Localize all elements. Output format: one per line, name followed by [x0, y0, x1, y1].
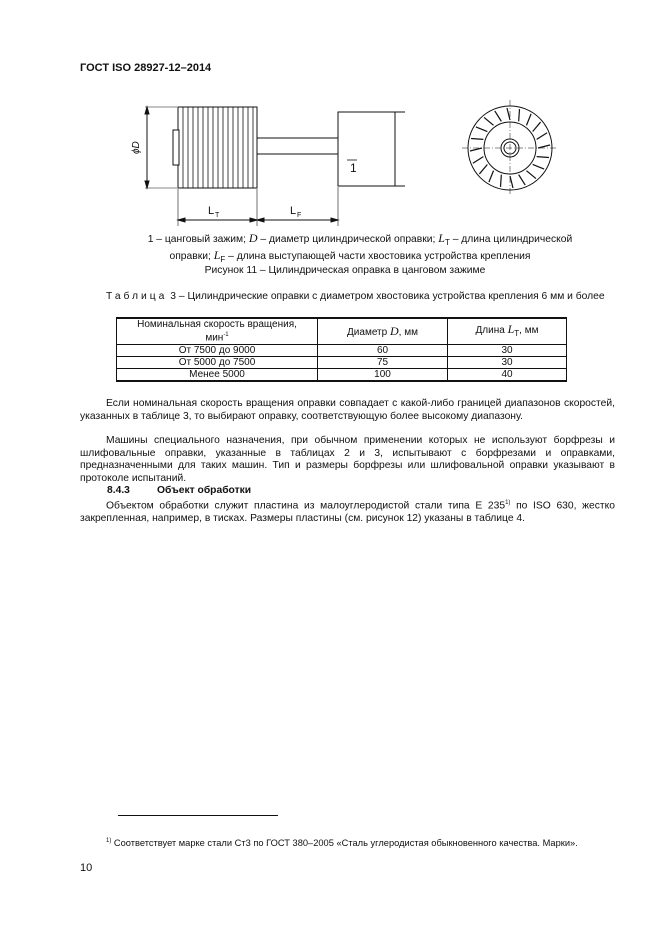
legend-symbol-lf: L [213, 248, 221, 262]
table-header-row [117, 318, 567, 345]
footnote-ref: 1) [505, 500, 511, 506]
section-number: 8.4.3 [107, 485, 130, 496]
legend-symbol-lt: L [438, 231, 445, 245]
figure-legend-line1 [115, 231, 605, 247]
section-title: Объект обработки [157, 485, 252, 496]
legend-text: – диаметр цилиндрической оправки; [260, 234, 436, 245]
dimension-lf-label: L [290, 205, 297, 217]
table-row [117, 369, 567, 382]
table-row [117, 345, 567, 357]
header-length: Длина $L_T$, мм [448, 318, 567, 345]
footnote [80, 835, 615, 850]
legend-symbol-lt-sub: T [444, 238, 450, 248]
mandrel-table [116, 317, 567, 382]
paragraph-2: Машины специального назначения, при обычном применении которых не используют борфрезы и шлифовальные оправки, указанные в таблицах 2 и 3, испытывают с борфрезами и оправками, предназначенными для таких машин. Тип и размеры борфрезы или шлифовальной оправки указывают в протоколе испытаний. [80, 435, 615, 484]
table-caption-label: Таблица [106, 291, 168, 302]
cell-speed: От 7500 до 9000 [117, 345, 318, 357]
paragraph-3 [80, 497, 615, 526]
paragraph-1: Если номинальная скорость вращения оправки совпадает с какой-либо границей диапазонов скоростей, указанных в таблице 3, то выбирают оправку, соответствующую более высокому диапазону. [80, 398, 615, 422]
legend-text: – длина выступающей части хвостовика устройства крепления [228, 251, 531, 262]
figure-legend-line2 [115, 248, 585, 264]
cell-speed: От 5000 до 7500 [117, 357, 318, 369]
table-row [117, 357, 567, 369]
legend-symbol-lf-sub: F [220, 255, 226, 265]
legend-text: – длина цилиндрической [452, 234, 573, 245]
header-speed: Номинальная скорость вращения, мин$^{-1}$ [117, 318, 318, 345]
document-header: ГОСТ ISO 28927-12–2014 [80, 62, 212, 74]
legend-text: 1 – цанговый зажим; [147, 234, 246, 245]
cell-length: 30 [448, 357, 567, 369]
dimension-d-label: ϕD [131, 141, 142, 154]
cell-diameter: 75 [318, 357, 448, 369]
paragraph-3-text: Объектом обработки служит пластина из малоуглеродистой стали типа Е 235 [106, 500, 506, 512]
legend-symbol-d: D [248, 231, 258, 245]
page-number: 10 [80, 862, 93, 874]
header-diameter: Диаметр D, мм [318, 318, 448, 345]
paragraph-3-text: по ISO 630, жестко закрепленная, например, в тисках. Размеры пластины (см. рисунок 12) указаны в таблице 4. [80, 500, 615, 525]
cell-length: 40 [448, 369, 567, 382]
dimension-lt-label: L [208, 205, 215, 217]
table-caption-text: – Цилиндрические оправки с диаметром хвостовика устройства крепления 6 мм и более [178, 291, 605, 302]
legend-text: оправки; [169, 251, 211, 262]
cell-speed: Менее 5000 [117, 369, 318, 382]
part-1-label: 1 [350, 161, 357, 175]
cell-length: 30 [448, 345, 567, 357]
figure-11-drawing [95, 90, 575, 230]
section-heading [107, 485, 251, 496]
footnote-divider [118, 815, 278, 816]
dimension-lf-sub: F [297, 212, 302, 219]
table-caption-number: 3 [170, 291, 176, 302]
cell-diameter: 60 [318, 345, 448, 357]
cell-diameter: 100 [318, 369, 448, 382]
footnote-text: Соответствует марке стали Ст3 по ГОСТ 380–2005 «Сталь углеродистая обыкновенного качества. Марки». [111, 838, 578, 849]
dimension-lt-sub: T [215, 212, 220, 219]
footnote-mark: 1) [106, 838, 112, 844]
table-caption [80, 291, 615, 303]
figure-title: Рисунок 11 – Цилиндрическая оправка в цанговом зажиме [204, 265, 486, 276]
